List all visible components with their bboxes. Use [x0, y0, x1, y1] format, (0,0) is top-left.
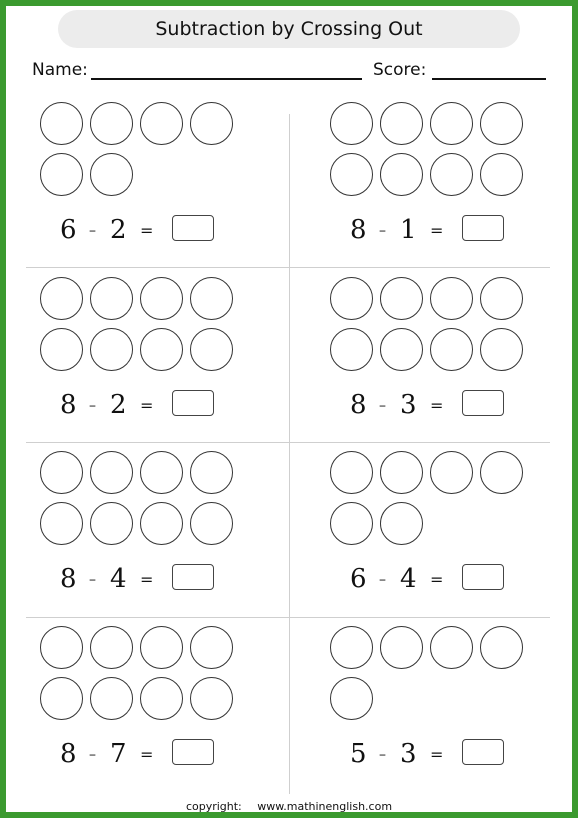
counting-circle[interactable]	[90, 277, 133, 320]
answer-box[interactable]	[462, 215, 504, 241]
subtrahend: 3	[400, 739, 417, 769]
problem-cell	[318, 451, 568, 621]
minuend: 6	[350, 564, 367, 594]
name-score-row	[32, 58, 546, 84]
counting-circle[interactable]	[330, 153, 373, 196]
counting-circle[interactable]	[40, 277, 83, 320]
equals-sign: =	[430, 221, 444, 240]
equals-sign: =	[140, 745, 154, 764]
minus-sign: –	[89, 572, 96, 588]
counting-circle[interactable]	[480, 626, 523, 669]
counting-circle[interactable]	[480, 451, 523, 494]
counting-circle[interactable]	[430, 626, 473, 669]
counting-circle[interactable]	[40, 451, 83, 494]
problem-cell	[28, 102, 278, 272]
counting-circle[interactable]	[380, 153, 423, 196]
equals-sign: =	[140, 570, 154, 589]
counting-circle[interactable]	[190, 451, 233, 494]
footer	[6, 800, 572, 813]
subtrahend: 4	[400, 564, 417, 594]
counting-circle[interactable]	[380, 328, 423, 371]
subtrahend: 2	[110, 390, 127, 420]
counting-circle[interactable]	[190, 626, 233, 669]
counting-circle[interactable]	[430, 277, 473, 320]
problem-cell	[318, 277, 568, 447]
counting-circle[interactable]	[40, 677, 83, 720]
copyright-label: copyright:	[185, 800, 242, 813]
answer-box[interactable]	[462, 739, 504, 765]
circle-group	[330, 277, 540, 371]
counting-circle[interactable]	[330, 277, 373, 320]
name-input-line[interactable]	[91, 78, 362, 80]
answer-box[interactable]	[172, 739, 214, 765]
subtrahend: 2	[110, 215, 127, 245]
counting-circle[interactable]	[380, 502, 423, 545]
name-label: Name:	[32, 60, 88, 80]
problem-cell	[318, 102, 568, 272]
counting-circle[interactable]	[40, 153, 83, 196]
counting-circle[interactable]	[140, 502, 183, 545]
minuend: 8	[60, 564, 77, 594]
worksheet	[6, 6, 572, 812]
worksheet-title	[58, 10, 520, 48]
circle-group	[40, 626, 250, 720]
minuend: 8	[350, 390, 367, 420]
counting-circle[interactable]	[430, 153, 473, 196]
problem-cell	[318, 626, 568, 796]
circle-group	[40, 451, 250, 545]
score-input-line[interactable]	[432, 78, 546, 80]
circle-group	[40, 277, 250, 371]
counting-circle[interactable]	[430, 328, 473, 371]
counting-circle[interactable]	[330, 328, 373, 371]
circle-group	[330, 451, 540, 545]
counting-circle[interactable]	[190, 328, 233, 371]
equals-sign: =	[140, 221, 154, 240]
counting-circle[interactable]	[330, 451, 373, 494]
counting-circle[interactable]	[190, 277, 233, 320]
counting-circle[interactable]	[90, 153, 133, 196]
minus-sign: –	[89, 223, 96, 239]
answer-box[interactable]	[172, 390, 214, 416]
equals-sign: =	[140, 396, 154, 415]
counting-circle[interactable]	[90, 102, 133, 145]
counting-circle[interactable]	[90, 677, 133, 720]
column-divider	[289, 114, 290, 794]
counting-circle[interactable]	[140, 277, 183, 320]
counting-circle[interactable]	[330, 502, 373, 545]
problem-cell	[28, 451, 278, 621]
counting-circle[interactable]	[480, 277, 523, 320]
counting-circle[interactable]	[40, 626, 83, 669]
counting-circle[interactable]	[140, 451, 183, 494]
answer-box[interactable]	[172, 564, 214, 590]
minus-sign: –	[379, 572, 386, 588]
subtrahend: 1	[400, 215, 417, 245]
counting-circle[interactable]	[40, 102, 83, 145]
subtrahend: 4	[110, 564, 127, 594]
circle-group	[330, 102, 540, 196]
counting-circle[interactable]	[380, 626, 423, 669]
problem-cell	[28, 626, 278, 796]
counting-circle[interactable]	[430, 451, 473, 494]
counting-circle[interactable]	[140, 102, 183, 145]
counting-circle[interactable]	[330, 626, 373, 669]
circle-group	[40, 102, 250, 196]
counting-circle[interactable]	[140, 626, 183, 669]
minuend: 6	[60, 215, 77, 245]
counting-circle[interactable]	[380, 451, 423, 494]
minuend: 8	[60, 739, 77, 769]
counting-circle[interactable]	[330, 102, 373, 145]
counting-circle[interactable]	[90, 451, 133, 494]
counting-circle[interactable]	[90, 626, 133, 669]
equals-sign: =	[430, 745, 444, 764]
equals-sign: =	[430, 396, 444, 415]
circle-group	[330, 626, 540, 720]
subtrahend: 3	[400, 390, 417, 420]
counting-circle[interactable]	[380, 102, 423, 145]
score-label: Score:	[373, 60, 427, 80]
counting-circle[interactable]	[90, 328, 133, 371]
minuend: 8	[350, 215, 367, 245]
minus-sign: –	[379, 223, 386, 239]
counting-circle[interactable]	[330, 677, 373, 720]
counting-circle[interactable]	[140, 328, 183, 371]
counting-circle[interactable]	[480, 102, 523, 145]
minus-sign: –	[89, 398, 96, 414]
minus-sign: –	[89, 747, 96, 763]
counting-circle[interactable]	[140, 677, 183, 720]
counting-circle[interactable]	[40, 502, 83, 545]
equals-sign: =	[430, 570, 444, 589]
problem-cell	[28, 277, 278, 447]
minuend: 5	[350, 739, 367, 769]
answer-box[interactable]	[172, 215, 214, 241]
counting-circle[interactable]	[40, 328, 83, 371]
counting-circle[interactable]	[190, 677, 233, 720]
minus-sign: –	[379, 747, 386, 763]
counting-circle[interactable]	[190, 102, 233, 145]
counting-circle[interactable]	[190, 502, 233, 545]
counting-circle[interactable]	[480, 153, 523, 196]
footer-url: www.mathinenglish.com	[257, 800, 393, 813]
subtrahend: 7	[110, 739, 127, 769]
counting-circle[interactable]	[480, 328, 523, 371]
counting-circle[interactable]	[90, 502, 133, 545]
minus-sign: –	[379, 398, 386, 414]
counting-circle[interactable]	[430, 102, 473, 145]
counting-circle[interactable]	[380, 277, 423, 320]
minuend: 8	[60, 390, 77, 420]
answer-box[interactable]	[462, 564, 504, 590]
worksheet-title-text: Subtraction by Crossing Out	[155, 18, 423, 40]
answer-box[interactable]	[462, 390, 504, 416]
